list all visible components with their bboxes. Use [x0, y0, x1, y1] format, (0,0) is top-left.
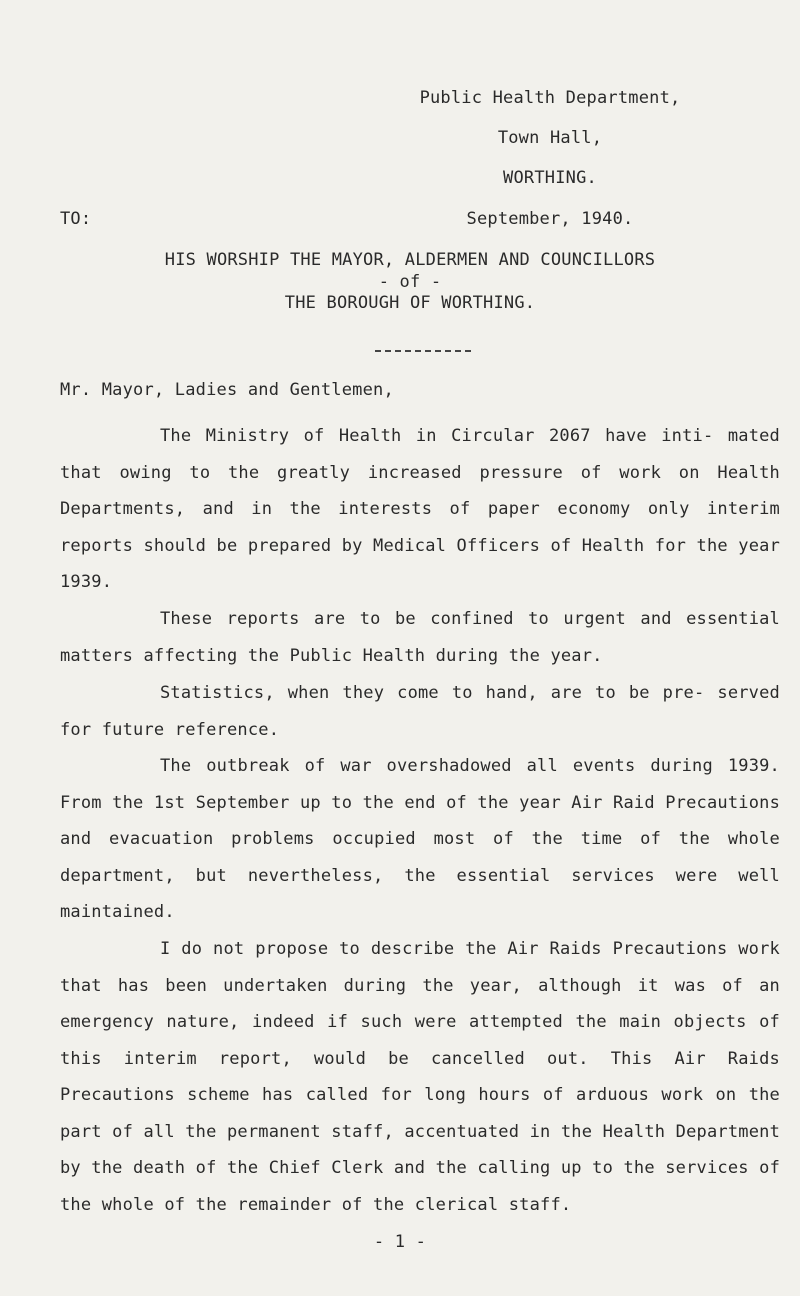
- to-label: TO:: [60, 209, 92, 229]
- paragraph-outbreak: The outbreak of war overshadowed all events during 1939. From the 1st September up to the end of the year Air Raid Precautions and evacuation problems occupied most of the time of the whole department, but nevertheless, the essential services were well maintained.: [60, 756, 781, 922]
- addressee-line-1: HIS WORSHIP THE MAYOR, ALDERMEN AND COUNCILLORS: [164, 250, 656, 270]
- department-line: Public Health Department,: [419, 88, 681, 108]
- building-line: Town Hall,: [497, 128, 603, 148]
- paragraph-air-raids: I do not propose to describe the Air Raids Precautions work that has been undertaken during the year, although it was of an emergency nature, indeed if such were attempted the main objects of this interim report, would be cancelled out. This Air Raids Precautions scheme has called for long hours of arduous work on the part of all the permanent staff, accentuated in the Health Department by the death of the Chief Clerk and the calling up to the services of the whole of the remainder of the clerical staff.: [60, 939, 781, 1215]
- paragraph-reports: These reports are to be confined to urgent and essential matters affecting the Public Health during the year.: [60, 609, 780, 666]
- addressee-line-3: THE BOROUGH OF WORTHING.: [284, 293, 536, 313]
- paragraph-statistics: Statistics, when they come to hand, are to be pre- served for future reference.: [60, 683, 780, 740]
- page-number: - 1 -: [373, 1232, 427, 1252]
- paragraph-circular: The Ministry of Health in Circular 2067 have inti- mated that owing to the greatly increased pressure of work on Health Departments, and in the interests of paper economy only interim reports should be prepared by Medical Officers of Health for the year 1939.: [60, 426, 781, 592]
- addressee-line-2: - of -: [378, 272, 442, 292]
- town-line: WORTHING.: [503, 168, 597, 188]
- date-line: September, 1940.: [466, 209, 634, 229]
- separator-rule: [375, 350, 471, 352]
- salutation: Mr. Mayor, Ladies and Gentlemen,: [60, 380, 394, 400]
